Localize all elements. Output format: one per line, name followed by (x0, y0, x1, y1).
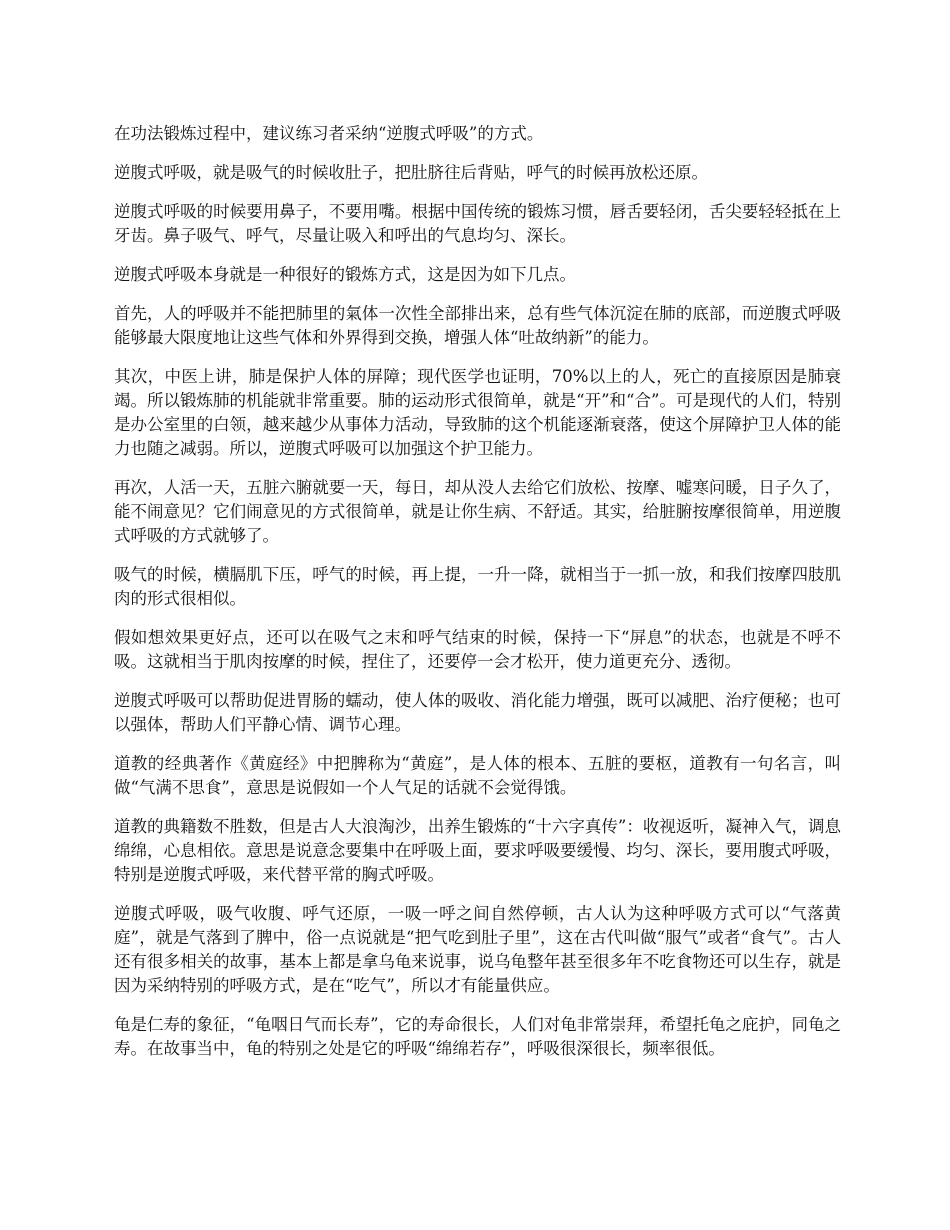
paragraph: 假如想效果更好点，还可以在吸气之末和呼气结束的时候，保持一下“屏息”的状态，也就是不呼不吸。这就相当于肌肉按摩的时候，捏住了，还要停一会才松开，使力道更充分、透彻。 (114, 628, 841, 671)
paragraph: 其次，中医上讲，肺是保护人体的屏障；现代医学也证明，70%以上的人，死亡的直接原因是肺衰竭。所以锻炼肺的机能就非常重要。肺的运动形式很简单，就是“开”和“合”。可是现代的人们，特别是办公室里的白领，越来越少从事体力活动，导致肺的这个机能逐渐衰落，使这个屏障护卫人体的能力也随之减弱。所以，逆腹式呼吸可以加强这个护卫能力。 (114, 367, 841, 458)
paragraph: 道教的典籍数不胜数，但是古人大浪淘沙，出养生锻炼的“十六字真传”：收视返听，凝神入气，调息绵绵，心息相依。意思是说意念要集中在呼吸上面，要求呼吸要缓慢、均匀、深长，要用腹式呼吸，特别是逆腹式呼吸，来代替平常的胸式呼吸。 (114, 817, 841, 884)
paragraph: 逆腹式呼吸的时候要用鼻子，不要用嘴。根据中国传统的锻炼习惯，唇舌要轻闭，舌尖要轻轻抵在上牙齿。鼻子吸气、呼气，尽量让吸入和呼出的气息均匀、深长。 (114, 202, 841, 245)
paragraph: 逆腹式呼吸本身就是一种很好的锻炼方式，这是因为如下几点。 (114, 265, 576, 284)
document-body (114, 122, 841, 1076)
paragraph: 首先，人的呼吸并不能把肺里的氣体一次性全部排出来，总有些气体沉淀在肺的底部，而逆腹式呼吸能够最大限度地让这些气体和外界得到交换，增强人体“吐故纳新”的能力。 (114, 304, 841, 347)
paragraph: 在功法锻炼过程中，建议练习者采纳“逆腹式呼吸”的方式。 (114, 124, 544, 143)
paragraph: 道教的经典著作《黄庭经》中把脾称为“黄庭”，是人体的根本、五脏的要枢，道教有一句名言，叫做“气满不思食”，意思是说假如一个人气足的话就不会觉得饿。 (114, 754, 841, 797)
paragraph: 再次，人活一天，五脏六腑就要一天，每日，却从没人去给它们放松、按摩、嘘寒问暖，日子久了，能不闹意见？它们闹意见的方式很简单，就是让你生病、不舒适。其实，给脏腑按摩很简单，用逆腹式呼吸的方式就够了。 (114, 478, 841, 545)
paragraph: 逆腹式呼吸可以帮助促进胃肠的蠕动，使人体的吸收、消化能力增强，既可以减肥、治疗便秘；也可以强体，帮助人们平静心情、调节心理。 (114, 691, 841, 734)
paragraph: 龟是仁寿的象征，“龟咽日气而长寿”，它的寿命很长，人们对龟非常崇拜，希望托龟之庇护，同龟之寿。在故事当中，龟的特别之处是它的呼吸“绵绵若存”，呼吸很深很长，频率很低。 (114, 1015, 841, 1058)
paragraph: 逆腹式呼吸，吸气收腹、呼气还原，一吸一呼之间自然停顿，古人认为这种呼吸方式可以“气落黄庭”，就是气落到了脾中，俗一点说就是“把气吃到肚子里”，这在古代叫做“服气”或者“食气”。古人还有很多相关的故事，基本上都是拿乌龟来说事，说乌龟整年甚至很多年不吃食物还可以生存，就是因为采纳特别的呼吸方式，是在“吃气”，所以才有能量供应。 (114, 904, 841, 995)
paragraph: 逆腹式呼吸，就是吸气的时候收肚子，把肚脐往后背贴，呼气的时候再放松还原。 (114, 163, 708, 182)
paragraph: 吸气的时候，横膈肌下压，呼气的时候，再上提，一升一降，就相当于一抓一放，和我们按摩四肢肌肉的形式很相似。 (114, 565, 841, 608)
